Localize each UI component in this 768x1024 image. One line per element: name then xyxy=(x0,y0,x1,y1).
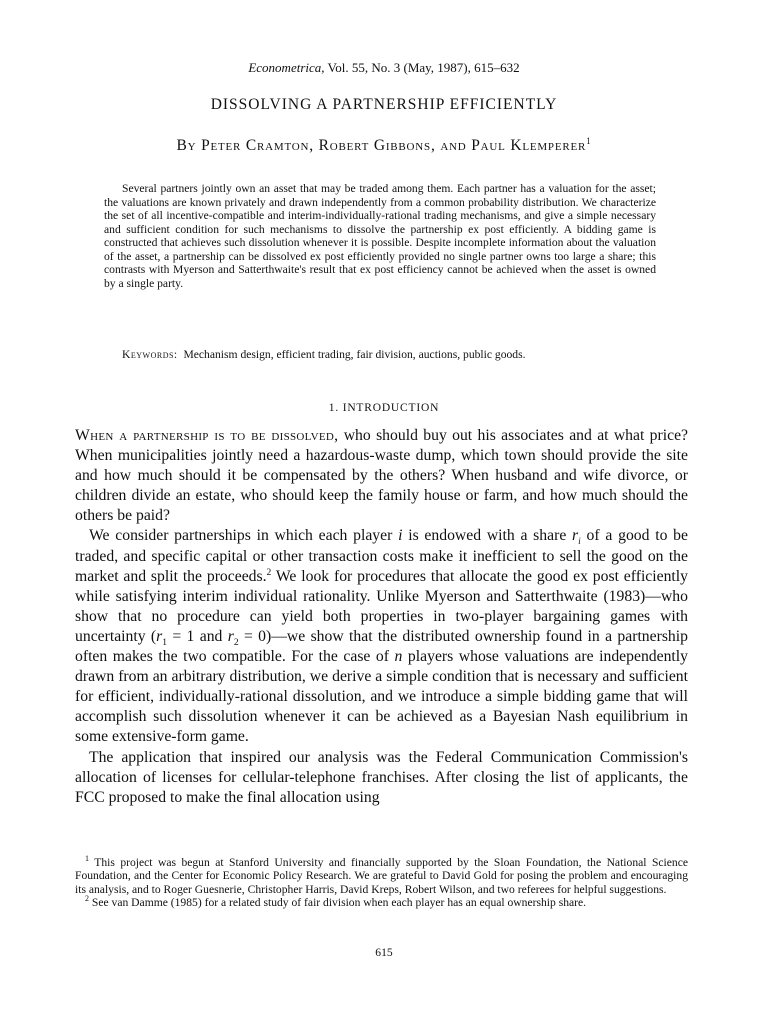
body-text xyxy=(75,426,688,808)
author-line xyxy=(0,136,768,155)
journal-name: Econometrica xyxy=(248,60,322,75)
p2-var-r2: r xyxy=(227,627,234,645)
p2-eq-2: = 0) xyxy=(238,627,272,645)
p2-var-r: r xyxy=(572,527,579,545)
footnote-2-number: 2 xyxy=(85,894,89,904)
footnote-1-mark: 1 xyxy=(85,854,89,864)
paragraph-1-lead: When a partnership is to be dissolved, xyxy=(75,427,339,444)
footnote-2 xyxy=(75,896,688,909)
p2-part-a: We consider partnerships in which each player xyxy=(89,527,399,545)
p2-var-n: n xyxy=(394,648,403,666)
footnote-1-text: This project was begun at Stanford University and financially supported by the Sloan Foundation, the National Science Foundation, and the Center for Economic Policy Research. We are grateful to David Gold for posing the problem and encouraging its analysis, and to Roger Guesnerie, Christopher Harris, David Kreps, Robert Wilson, and two referees for helpful suggestions. xyxy=(75,856,688,896)
p2-sub-2: 2 xyxy=(233,638,239,649)
paragraph-1 xyxy=(75,426,688,526)
p2-sub-1: 1 xyxy=(162,638,167,649)
page-number: 615 xyxy=(375,946,393,959)
footnote-1 xyxy=(75,856,688,896)
journal-details: , Vol. 55, No. 3 (May, 1987), 615–632 xyxy=(321,60,520,75)
keywords-label: Keywords: xyxy=(122,348,178,361)
section-heading: 1. INTRODUCTION xyxy=(328,402,440,414)
keywords xyxy=(104,348,656,362)
footnote-2-text: See van Damme (1985) for a related study of fair division when each player has an equal ownership share. xyxy=(89,896,587,910)
abstract: Several partners jointly own an asset that may be traded among them. Each partner has a valuation for the asset; the valuations are known privately and drawn independently from a common probability distribution. We characterize the set of all incentive-compatible and interim-individually-rational trading mechanisms, and give a simple necessary and sufficient condition for such mechanisms to dissolve the partnership ex post efficiently. A bidding game is constructed that achieves such dissolution whenever it is possible. Despite incomplete information about the valuation of the asset, a partnership can be dissolved ex post efficiently provided no single partner owns too large a share; this contrasts with Myerson and Satterthwaite's result that ex post efficiency cannot be achieved when the asset is owned by a single party. xyxy=(104,182,656,290)
p2-part-b: is endowed with a share xyxy=(402,527,573,545)
p2-eq-1: = 1 and xyxy=(167,627,228,645)
keywords-text: Mechanism design, efficient trading, fair division, auctions, public goods. xyxy=(183,348,526,361)
footnotes xyxy=(75,856,688,910)
paragraph-1-rest: who should buy out his associates and at what price? When municipalities jointly need a hazardous-waste dump, which town should provide the site and how much should it be compensated by the others? When husband and wife divorce, or children divide an estate, who should keep the family house or farm, and how much should the others be paid? xyxy=(75,427,688,525)
p2-part-e: —we show that the distributed ownership found in a partnership often makes the two compatible. For the case of xyxy=(75,627,688,666)
p2-var-i: i xyxy=(398,527,403,545)
journal-citation xyxy=(0,60,768,76)
paragraph-3: The application that inspired our analysis was the Federal Communication Commission's allocation of licenses for cellular-telephone franchises. After closing the list of applicants, the FCC proposed to make the final allocation using xyxy=(75,748,688,806)
p2-sub-i: i xyxy=(578,537,581,548)
p2-part-d: We look for procedures that allocate the good ex post efficiently while satisfying interim individual rationality. Unlike Myerson and Satterthwaite (1983)—who show that no procedure can yield both properties in two-player bargaining games with uncertainty ( xyxy=(75,567,688,645)
author-footnote-mark: 1 xyxy=(586,136,592,146)
author-names: By Peter Cramton, Robert Gibbons, and Paul Klemperer xyxy=(176,137,587,155)
paragraph-2 xyxy=(75,526,688,747)
footnote-2-mark: 2 xyxy=(266,567,272,578)
p2-part-c: of a good to be traded, and specific capital or other transaction costs make it inefficient to sell the good on the market and split the proceeds. xyxy=(75,527,688,585)
paper-title: DISSOLVING A PARTNERSHIP EFFICIENTLY xyxy=(210,96,558,113)
p2-part-f: players whose valuations are independently drawn from an arbitrary distribution, we derive a simple condition that is necessary and sufficient for efficient, individually-rational dissolution, and we introduce a simple bidding game that will accomplish such dissolution whenever it can be achieved as a Bayesian Nash equilibrium in some extensive-form game. xyxy=(75,648,688,746)
p2-var-r1: r xyxy=(156,627,163,645)
